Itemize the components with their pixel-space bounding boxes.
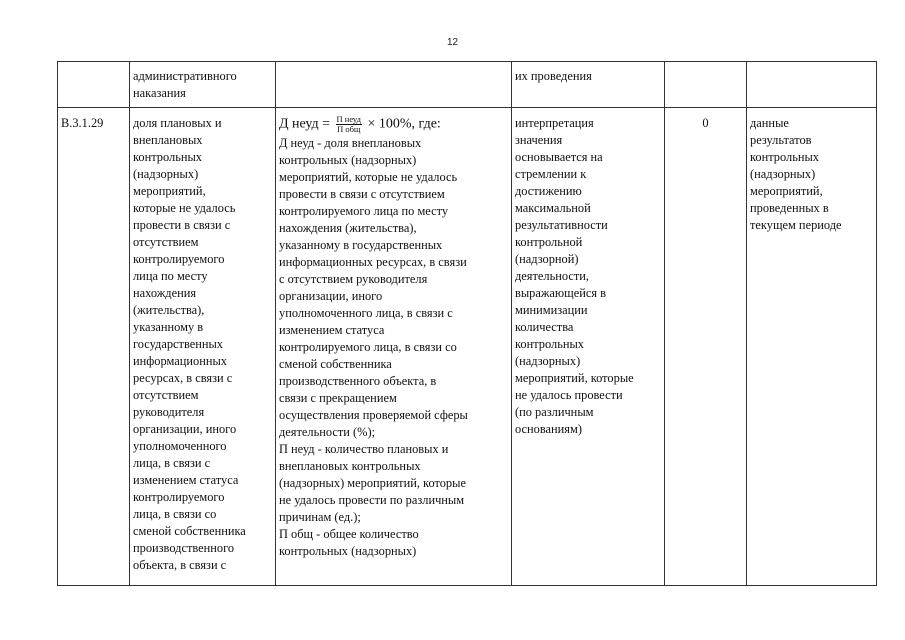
formula-lhs: Д неуд = — [279, 116, 331, 132]
formula-numerator: П неуд — [336, 114, 361, 124]
formula-denominator: П общ — [337, 124, 361, 134]
indicator-name-continuation: административного наказания — [133, 69, 237, 100]
formula-rhs: × 100%, где: — [367, 116, 441, 132]
formula — [279, 115, 508, 134]
indicator-code: В.3.1.29 — [61, 116, 104, 130]
cell-code — [58, 108, 130, 586]
formula-description: Д неуд - доля внеплановых контрольных (надзорных) мероприятий, которые не удалось провести в связи с отсутствием контролируемого лица по месту нахождения (жительства), указанному в государственных информационных ресурсах, в связи с отсутствием руководителя организации, иного уполномоченного лица, в связи с изменением статуса контролируемого лица, в связи со сменой собственника производственного объекта, в связи с прекращением осуществления проверяемой сферы деятельности (%); П неуд - количество плановых и внеплановых контрольных (надзорных) мероприятий, которые не удалось провести по различным причинам (ед.); П общ - общее количество контрольных (надзорных) — [279, 136, 468, 558]
table-row-indicator — [58, 108, 877, 586]
interpretation-continuation: их проведения — [515, 69, 592, 83]
data-source: данные результатов контрольных (надзорных) мероприятий, проведенных в текущем периоде — [750, 116, 842, 232]
cell-interpretation — [512, 108, 665, 586]
indicator-name: доля плановых и внеплановых контрольных (надзорных) мероприятий, которые не удалось провести в связи с отсутствием контролируемого лица по месту нахождения (жительства), указанному в государственных информационных ресурсах, в связи с отсутствием руководителя организации, иного уполномоченного лица, в связи с изменением статуса контролируемого лица, в связи со сменой собственника производственного объекта, в связи с — [133, 116, 246, 572]
target-value: 0 — [702, 116, 709, 130]
interpretation-text: интерпретация значения основывается на стремлении к достижению максимальной результативности контрольной (надзорной) деятельности, выражающейся в минимизации количества контрольных (надзорных) мероприятий, которые не удалось провести (по различным основаниям) — [515, 116, 634, 436]
table-row-continuation — [58, 62, 877, 108]
formula-fraction — [336, 115, 362, 134]
cell-source — [747, 108, 877, 586]
indicators-table — [57, 61, 877, 586]
cell-target-cont — [665, 62, 747, 108]
cell-formula-cont — [276, 62, 512, 108]
cell-interpretation-cont — [512, 62, 665, 108]
cell-formula — [276, 108, 512, 586]
cell-target — [665, 108, 747, 586]
cell-name — [130, 108, 276, 586]
cell-source-cont — [747, 62, 877, 108]
page-number: 12 — [446, 37, 459, 48]
cell-code-cont — [58, 62, 130, 108]
cell-name-cont — [130, 62, 276, 108]
